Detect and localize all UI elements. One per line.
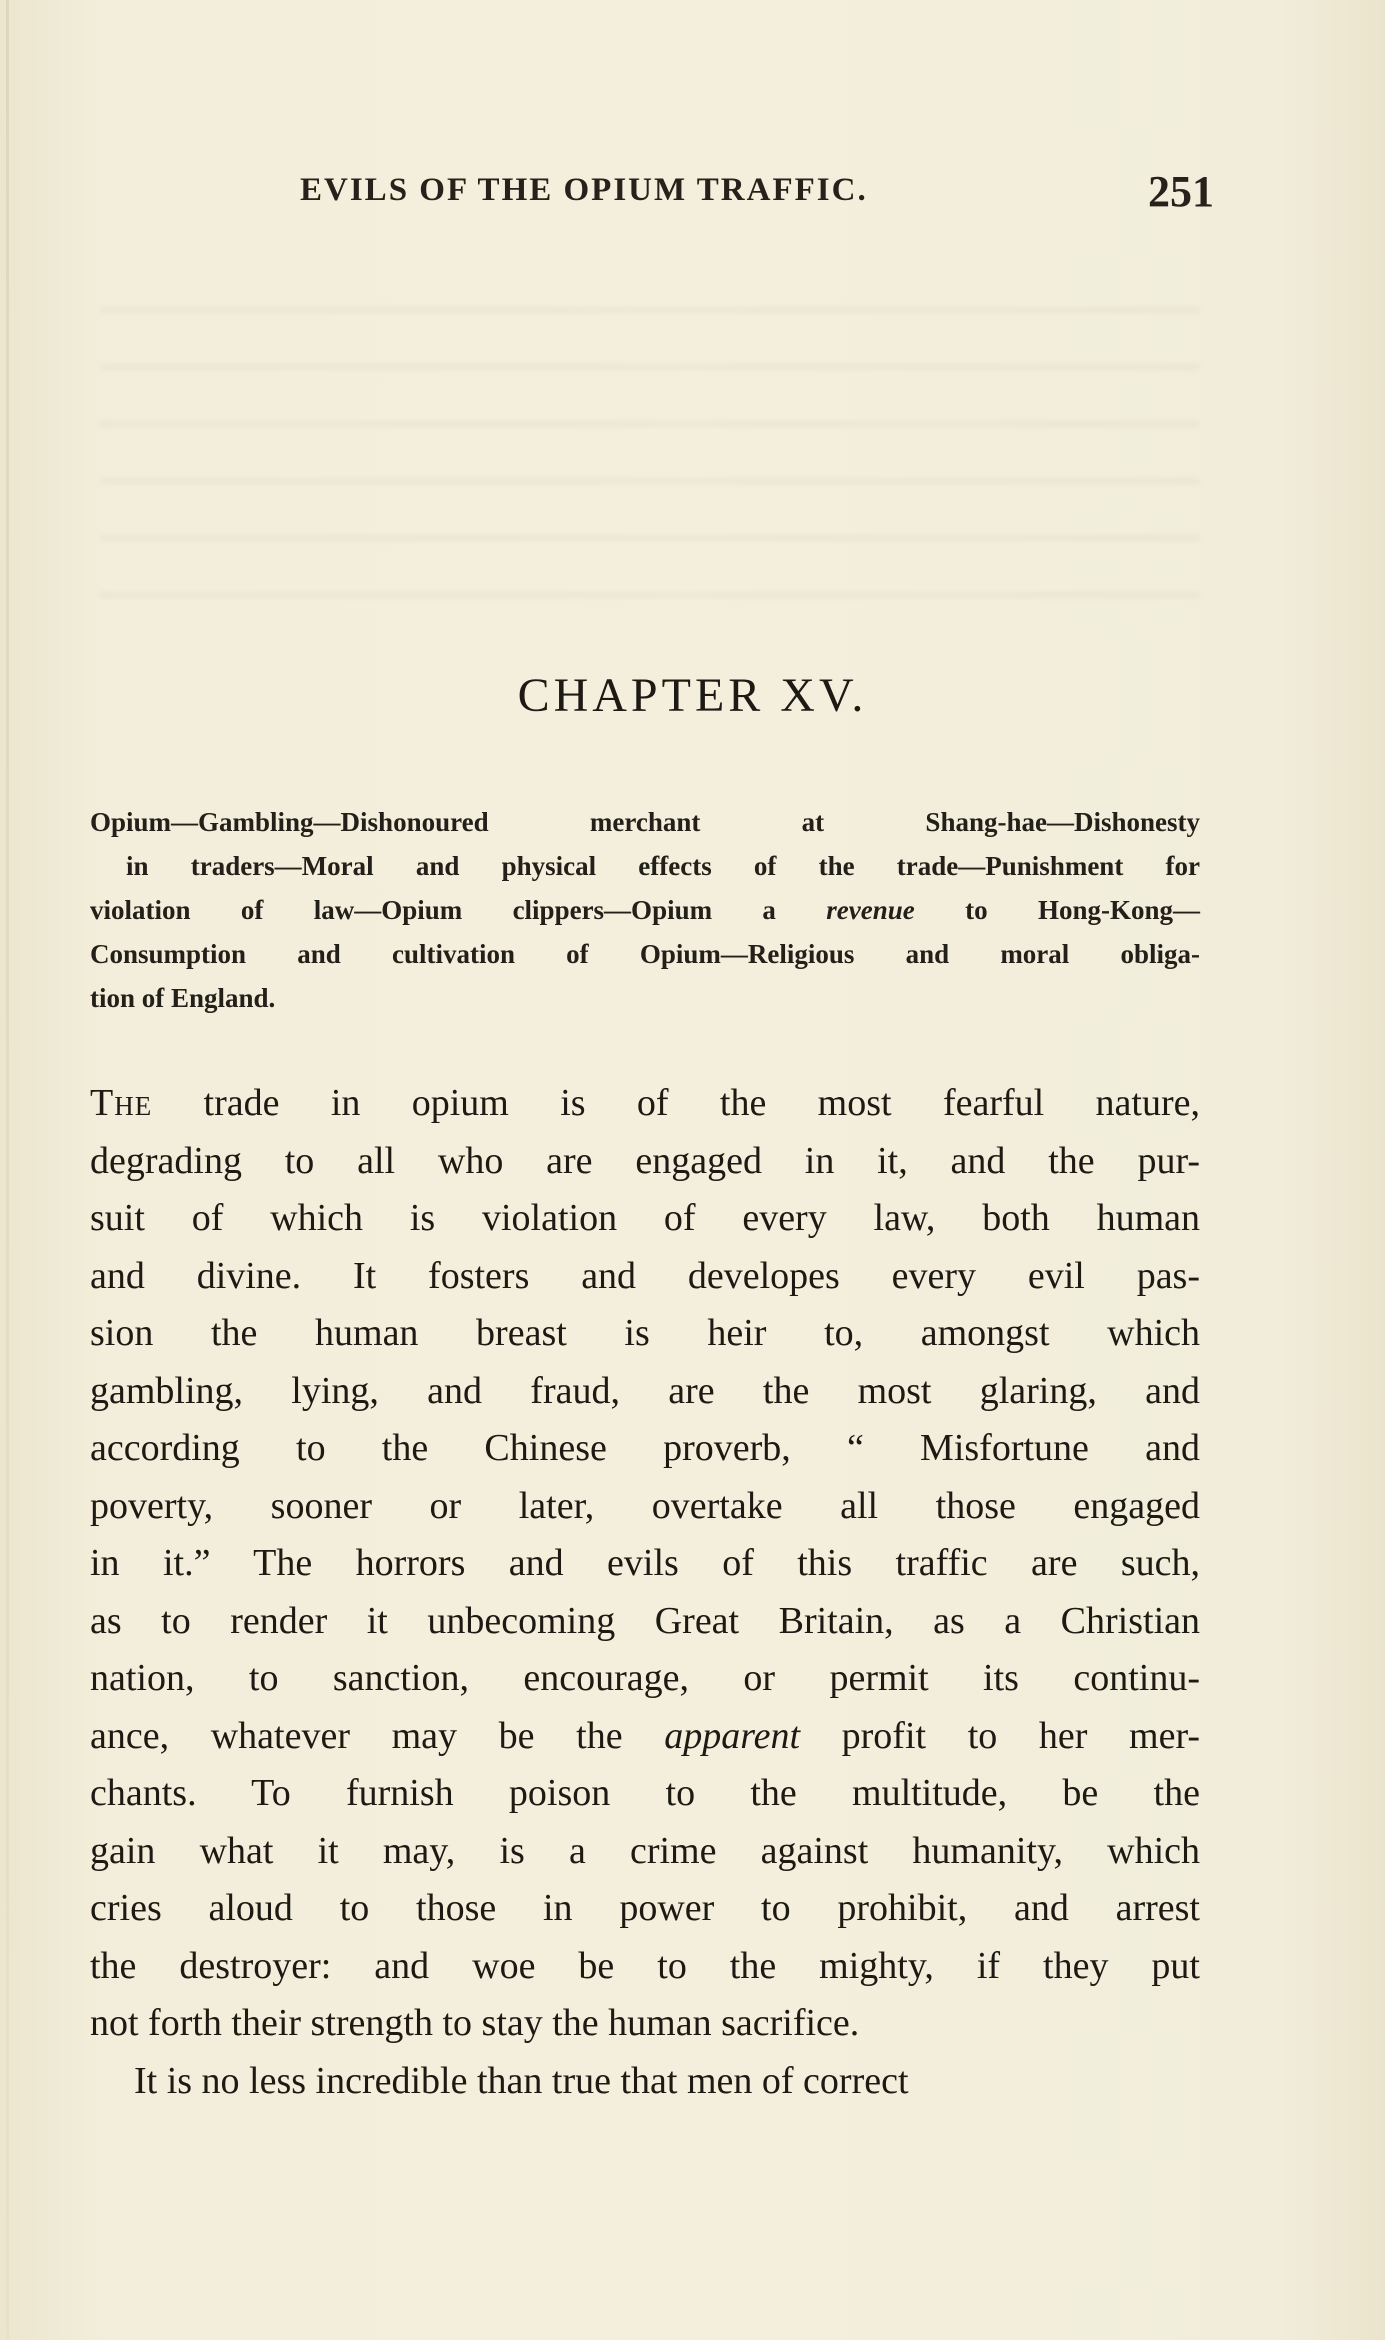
body-italic-word: apparent (664, 1714, 801, 1757)
body-line: according to the Chinese proverb, “ Misfortune and (90, 1427, 1200, 1469)
running-header (300, 167, 1214, 222)
body-line (90, 1075, 1200, 1133)
page-number: 251 (1148, 167, 1214, 216)
synopsis-line (90, 888, 1200, 932)
synopsis-line: tion of England. (90, 983, 276, 1013)
synopsis-text: violation of law—Opium clippers—Opium a (90, 895, 827, 925)
body-line: not forth their strength to stay the human sacrifice. (90, 2002, 860, 2044)
synopsis-italic-word: revenue (826, 895, 915, 925)
drop-word: The (90, 1082, 153, 1124)
body-line: suit of which is violation of every law, both human (90, 1197, 1200, 1239)
body-line: the destroyer: and woe be to the mighty, if they put (90, 1944, 1200, 1987)
running-title: EVILS OF THE OPIUM TRAFFIC. (300, 172, 868, 208)
body-text: profit to her mer- (800, 1714, 1200, 1757)
body-line: It is no less incredible than true that men of correct (134, 2059, 909, 2102)
body-paragraphs (90, 1075, 1200, 2110)
synopsis-line: Consumption and cultivation of Opium—Religious and moral obliga- (90, 939, 1200, 969)
chapter-synopsis (90, 800, 1200, 1020)
body-line: and divine. It fosters and developes every evil pas- (90, 1254, 1200, 1297)
body-line: gain what it may, is a crime against humanity, which (90, 1829, 1200, 1872)
synopsis-text: to Hong-Kong— (914, 895, 1200, 925)
body-line: cries aloud to those in power to prohibit, and arrest (90, 1887, 1200, 1929)
body-line: sion the human breast is heir to, amongst which (90, 1312, 1200, 1354)
synopsis-line: Opium—Gambling—Dishonoured merchant at Shang-hae—Dishonesty (90, 807, 1200, 837)
body-line (90, 1708, 1200, 1766)
chapter-title: CHAPTER XV. (517, 669, 868, 722)
synopsis-line: in traders—Moral and physical effects of the trade—Punishment for (126, 851, 1200, 881)
body-line: nation, to sanction, encourage, or permit its continu- (90, 1657, 1200, 1699)
bleed-through-text (100, 270, 1200, 600)
body-line: chants. To furnish poison to the multitude, be the (90, 1772, 1200, 1814)
body-line: in it.” The horrors and evils of this traffic are such, (90, 1542, 1200, 1584)
body-line: degrading to all who are engaged in it, and the pur- (90, 1139, 1200, 1182)
body-line: gambling, lying, and fraud, are the most glaring, and (90, 1369, 1200, 1412)
page-edge-shadow (6, 0, 9, 2340)
body-line: as to render it unbecoming Great Britain, as a Christian (90, 1599, 1200, 1642)
body-text: trade in opium is of the most fearful nature, (152, 1082, 1200, 1124)
body-line: poverty, sooner or later, overtake all those engaged (90, 1484, 1200, 1527)
body-text: ance, whatever may be the (90, 1714, 665, 1757)
